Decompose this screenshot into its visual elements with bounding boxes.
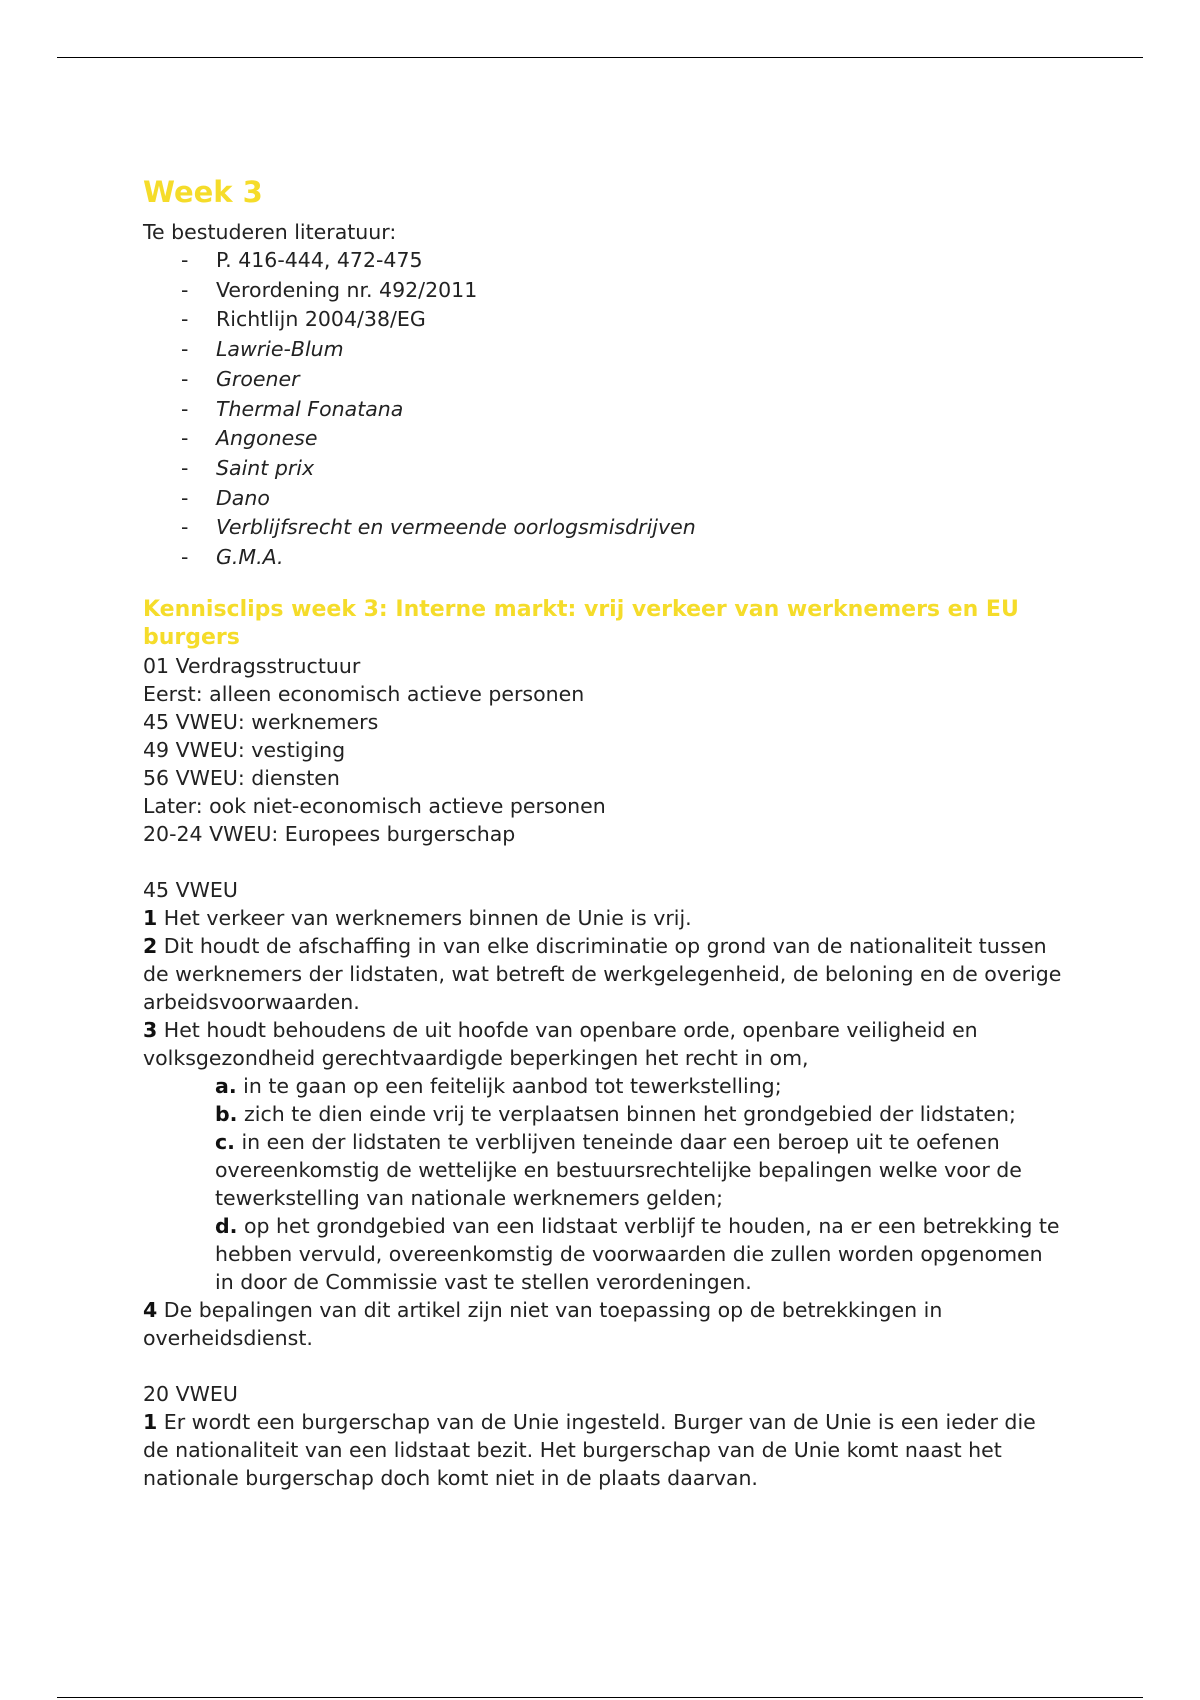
header-rule	[57, 57, 1143, 58]
literature-item: - Groener	[181, 365, 1063, 395]
literature-item: - Verordening nr. 492/2011	[181, 276, 1063, 306]
clips-line: 45 VWEU: werknemers	[143, 709, 379, 734]
dash-bullet: -	[181, 337, 189, 362]
literature-item: - Thermal Fonatana	[181, 395, 1063, 425]
article-20-title: 20 VWEU	[143, 1381, 238, 1406]
article-45-item-b: b. zich te dien einde vrij te verplaatsen binnen het grondgebied der lidstaten;	[215, 1101, 1016, 1126]
dash-bullet: -	[181, 545, 189, 570]
literature-item: - Verblijfsrecht en vermeende oorlogsmisdrijven	[181, 513, 1063, 543]
dash-bullet: -	[181, 277, 189, 302]
dash-bullet: -	[181, 426, 189, 451]
week-title: Week 3	[143, 175, 263, 209]
literature-intro: Te bestuderen literatuur:	[143, 220, 397, 244]
dash-bullet: -	[181, 485, 189, 510]
dash-bullet: -	[181, 307, 189, 332]
dash-bullet: -	[181, 396, 189, 421]
clips-line: 01 Verdragsstructuur	[143, 653, 361, 678]
clips-line: Eerst: alleen economisch actieve personen	[143, 681, 585, 706]
clips-line: 20-24 VWEU: Europees burgerschap	[143, 821, 516, 846]
article-45-para-1: 1 Het verkeer van werknemers binnen de Unie is vrij.	[143, 905, 692, 930]
dash-bullet: -	[181, 455, 189, 480]
dash-bullet: -	[181, 515, 189, 540]
article-45-item-c: c. in een der lidstaten te verblijven teneinde daar een beroep uit te oefenen overeenkomstig de wettelijke en bestuursrechtelijke bepalingen welke voor de tewerkstelling van nationale werknemers gelden;	[215, 1129, 1022, 1210]
clips-line: Later: ook niet-economisch actieve personen	[143, 793, 606, 818]
dash-bullet: -	[181, 248, 189, 272]
literature-item: - G.M.A.	[181, 543, 1063, 573]
dash-bullet: -	[181, 366, 189, 391]
clips-line: 56 VWEU: diensten	[143, 765, 340, 790]
literature-item: - Richtlijn 2004/38/EG	[181, 305, 1063, 335]
literature-item: - Saint prix	[181, 454, 1063, 484]
clips-heading: Kennisclips week 3: Interne markt: vrij verkeer van werknemers en EU burgers	[143, 596, 1019, 650]
literature-item: - P. 416-444, 472-475	[181, 246, 1063, 276]
clips-line: 49 VWEU: vestiging	[143, 737, 346, 762]
literature-item: - Angonese	[181, 424, 1063, 454]
article-45-item-d: d. op het grondgebied van een lidstaat verblijf te houden, na er een betrekking te hebben vervuld, overeenkomstig de voorwaarden die zullen worden opgenomen in door de Commissie vast te stellen verordeningen.	[215, 1213, 1060, 1294]
article-45-para-2: 2 Dit houdt de afschaffing in van elke discriminatie op grond van de nationaliteit tussen de werknemers der lidstaten, wat betreft de werkgelegenheid, de beloning en de overige arbeidsvoorwaarden.	[143, 933, 1062, 1014]
footer-rule	[57, 1697, 1143, 1698]
literature-item: - Lawrie-Blum	[181, 335, 1063, 365]
document-body	[143, 172, 1063, 1492]
article-45-item-a: a. in te gaan op een feitelijk aanbod tot tewerkstelling;	[215, 1073, 782, 1098]
article-45-title: 45 VWEU	[143, 877, 238, 902]
literature-item: - Dano	[181, 484, 1063, 514]
article-45-para-3: 3 Het houdt behoudens de uit hoofde van openbare orde, openbare veiligheid en volksgezondheid gerechtvaardigde beperkingen het recht in om,	[143, 1017, 978, 1070]
article-45-para-4: 4 De bepalingen van dit artikel zijn niet van toepassing op de betrekkingen in overheidsdienst.	[143, 1297, 943, 1350]
article-20-para-1: 1 Er wordt een burgerschap van de Unie ingesteld. Burger van de Unie is een ieder die de nationaliteit van een lidstaat bezit. Het burgerschap van de Unie komt naast het nationale burgerschap doch komt niet in de plaats daarvan.	[143, 1409, 1036, 1490]
literature-list	[143, 246, 1063, 573]
